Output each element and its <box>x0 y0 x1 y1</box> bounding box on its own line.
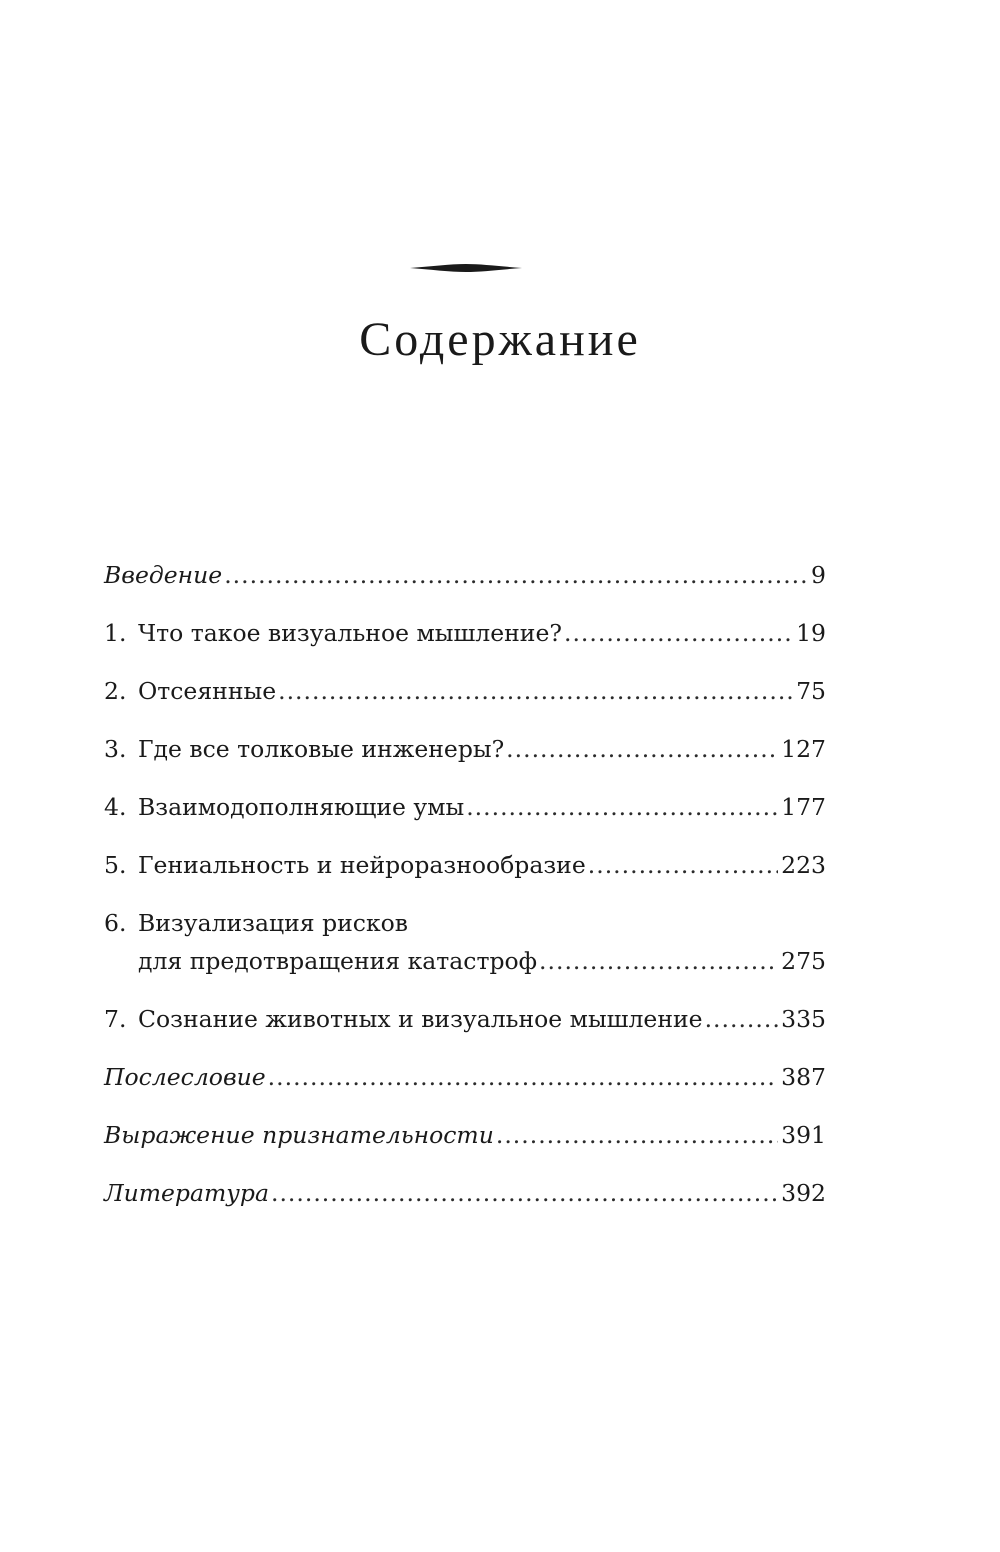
toc-entry-acknowledgements[interactable] <box>104 1116 826 1154</box>
toc-entry-chapter-3[interactable] <box>104 730 826 768</box>
toc-entry-chapter-7[interactable] <box>104 1000 826 1038</box>
toc-entry-page: 335 <box>781 1005 826 1033</box>
toc-entry-title: Гениальность и нейроразнообразие <box>138 851 586 879</box>
toc-entry-chapter-1[interactable] <box>104 614 826 652</box>
toc-entry-title: Отсеянные <box>138 677 277 705</box>
dot-leader <box>539 942 778 980</box>
title-ornament <box>410 262 522 274</box>
toc-entry-number: 6. <box>104 909 127 937</box>
dot-leader <box>271 1174 778 1212</box>
toc-entry-title: Сознание животных и визуальное мышление <box>138 1005 703 1033</box>
toc-entry-number: 5. <box>104 851 127 879</box>
toc-entry-page: 387 <box>781 1063 826 1091</box>
table-of-contents <box>104 556 826 1232</box>
toc-entry-introduction[interactable] <box>104 556 826 594</box>
dot-leader <box>564 614 793 652</box>
dot-leader <box>268 1058 778 1096</box>
toc-entry-page: 177 <box>781 793 826 821</box>
dot-leader <box>506 730 778 768</box>
toc-entry-title: Где все толковые инженеры? <box>138 735 505 763</box>
toc-entry-number: 1. <box>104 619 127 647</box>
toc-entry-title: Послесловие <box>104 1063 266 1091</box>
toc-entry-page: 9 <box>811 561 826 589</box>
toc-entry-number: 3. <box>104 735 127 763</box>
toc-entry-title: Взаимодополняющие умы <box>138 793 465 821</box>
dot-leader <box>588 846 778 884</box>
dot-leader <box>466 788 778 826</box>
toc-entry-title: Что такое визуальное мышление? <box>138 619 562 647</box>
dot-leader <box>224 556 808 594</box>
toc-entry-page: 392 <box>781 1179 826 1207</box>
toc-entry-chapter-5[interactable] <box>104 846 826 884</box>
toc-entry-number: 4. <box>104 793 127 821</box>
toc-entry-chapter-4[interactable] <box>104 788 826 826</box>
toc-entry-title-line-1: Визуализация рисков <box>138 909 409 937</box>
toc-entry-title: Литература <box>104 1179 269 1207</box>
toc-entry-chapter-6[interactable] <box>104 904 826 980</box>
toc-entry-page: 275 <box>781 947 826 975</box>
toc-entry-number: 2. <box>104 677 127 705</box>
dot-leader <box>705 1000 779 1038</box>
page-title: Содержание <box>359 313 641 366</box>
toc-entry-page: 19 <box>796 619 826 647</box>
toc-entry-number: 7. <box>104 1005 127 1033</box>
toc-entry-title: Введение <box>104 561 223 589</box>
toc-entry-page: 223 <box>781 851 826 879</box>
dot-leader <box>496 1116 778 1154</box>
toc-entry-page: 391 <box>781 1121 826 1149</box>
toc-entry-title: Выражение признательности <box>104 1121 494 1149</box>
toc-entry-references[interactable] <box>104 1174 826 1212</box>
toc-entry-title-line-2: для предотвращения катастроф <box>138 947 538 975</box>
toc-entry-afterword[interactable] <box>104 1058 826 1096</box>
toc-entry-page: 75 <box>796 677 826 705</box>
dot-leader <box>278 672 793 710</box>
toc-entry-chapter-2[interactable] <box>104 672 826 710</box>
toc-entry-page: 127 <box>781 735 826 763</box>
